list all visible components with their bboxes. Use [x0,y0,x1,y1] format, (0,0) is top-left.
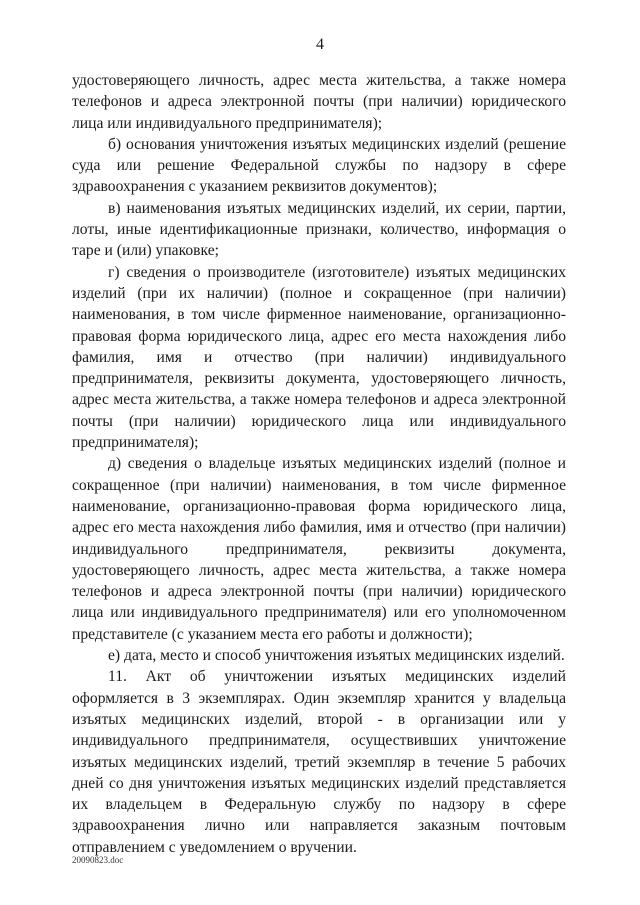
paragraph-section-11: 11. Акт об уничтожении изъятых медицинских изделий оформляется в 3 экземплярах. Один экземпляр хранится у владельца изъятых медицинских изделий, второй - в организации или у индивидуального предпринимателя, осуществивших уничтожение изъятых медицинских изделий, третий экземпляр в течение 5 рабочих дней со дня уничтожения изъятых медицинских изделий представляется их владельцем в Федеральную службу по надзору в сфере здравоохранения лично или направляется заказным почтовым отправлением с уведомлением о вручении. [72,668,566,856]
page-number: 4 [316,36,324,53]
paragraph-item-v: в) наименования изъятых медицинских изделий, их серии, партии, лоты, иные идентификационные признаки, количество, информация о таре и (или) упаковке; [72,199,566,260]
paragraph-continuation: удостоверяющего личность, адрес места жительства, а также номера телефонов и адреса электронной почты (при наличии) юридического лица или индивидуального предпринимателя); [72,72,566,132]
paragraph-item-e: е) дата, место и способ уничтожения изъятых медицинских изделий. [108,647,565,665]
document-body [72,70,566,858]
paragraph-item-g: г) сведения о производителе (изготовителе) изъятых медицинских изделий (при их наличии) (полное и сокращенное (при наличии) наименования, в том числе фирменное наименование, организационно-правовая форма юридического лица, адрес его места нахождения либо фамилия, имя и отчество (при наличии) индивидуального предпринимателя, реквизиты документа, удостоверяющего личность, адрес места жительства, а также номера телефонов и адреса электронной почты (при наличии) юридического лица или индивидуального предпринимателя); [72,263,566,452]
paragraph-item-b: б) основания уничтожения изъятых медицинских изделий (решение суда или решение Федеральной службы по надзору в сфере здравоохранения с указанием реквизитов документов); [72,135,566,196]
paragraph-item-d: д) сведения о владельце изъятых медицинских изделий (полное и сокращенное (при наличии) наименования, в том числе фирменное наименование, организационно-правовая форма юридического лица, адрес его места нахождения либо фамилия, имя и отчество (при наличии) индивидуального предпринимателя, реквизиты документа, удостоверяющего личность, адрес места жительства, а также номера телефонов и адреса электронной почты (при наличии) юридического лица или индивидуального предпринимателя) или его уполномоченном представителе (с указанием места его работы и должности); [72,455,566,643]
footer-filename: 20090823.doc [72,855,124,865]
